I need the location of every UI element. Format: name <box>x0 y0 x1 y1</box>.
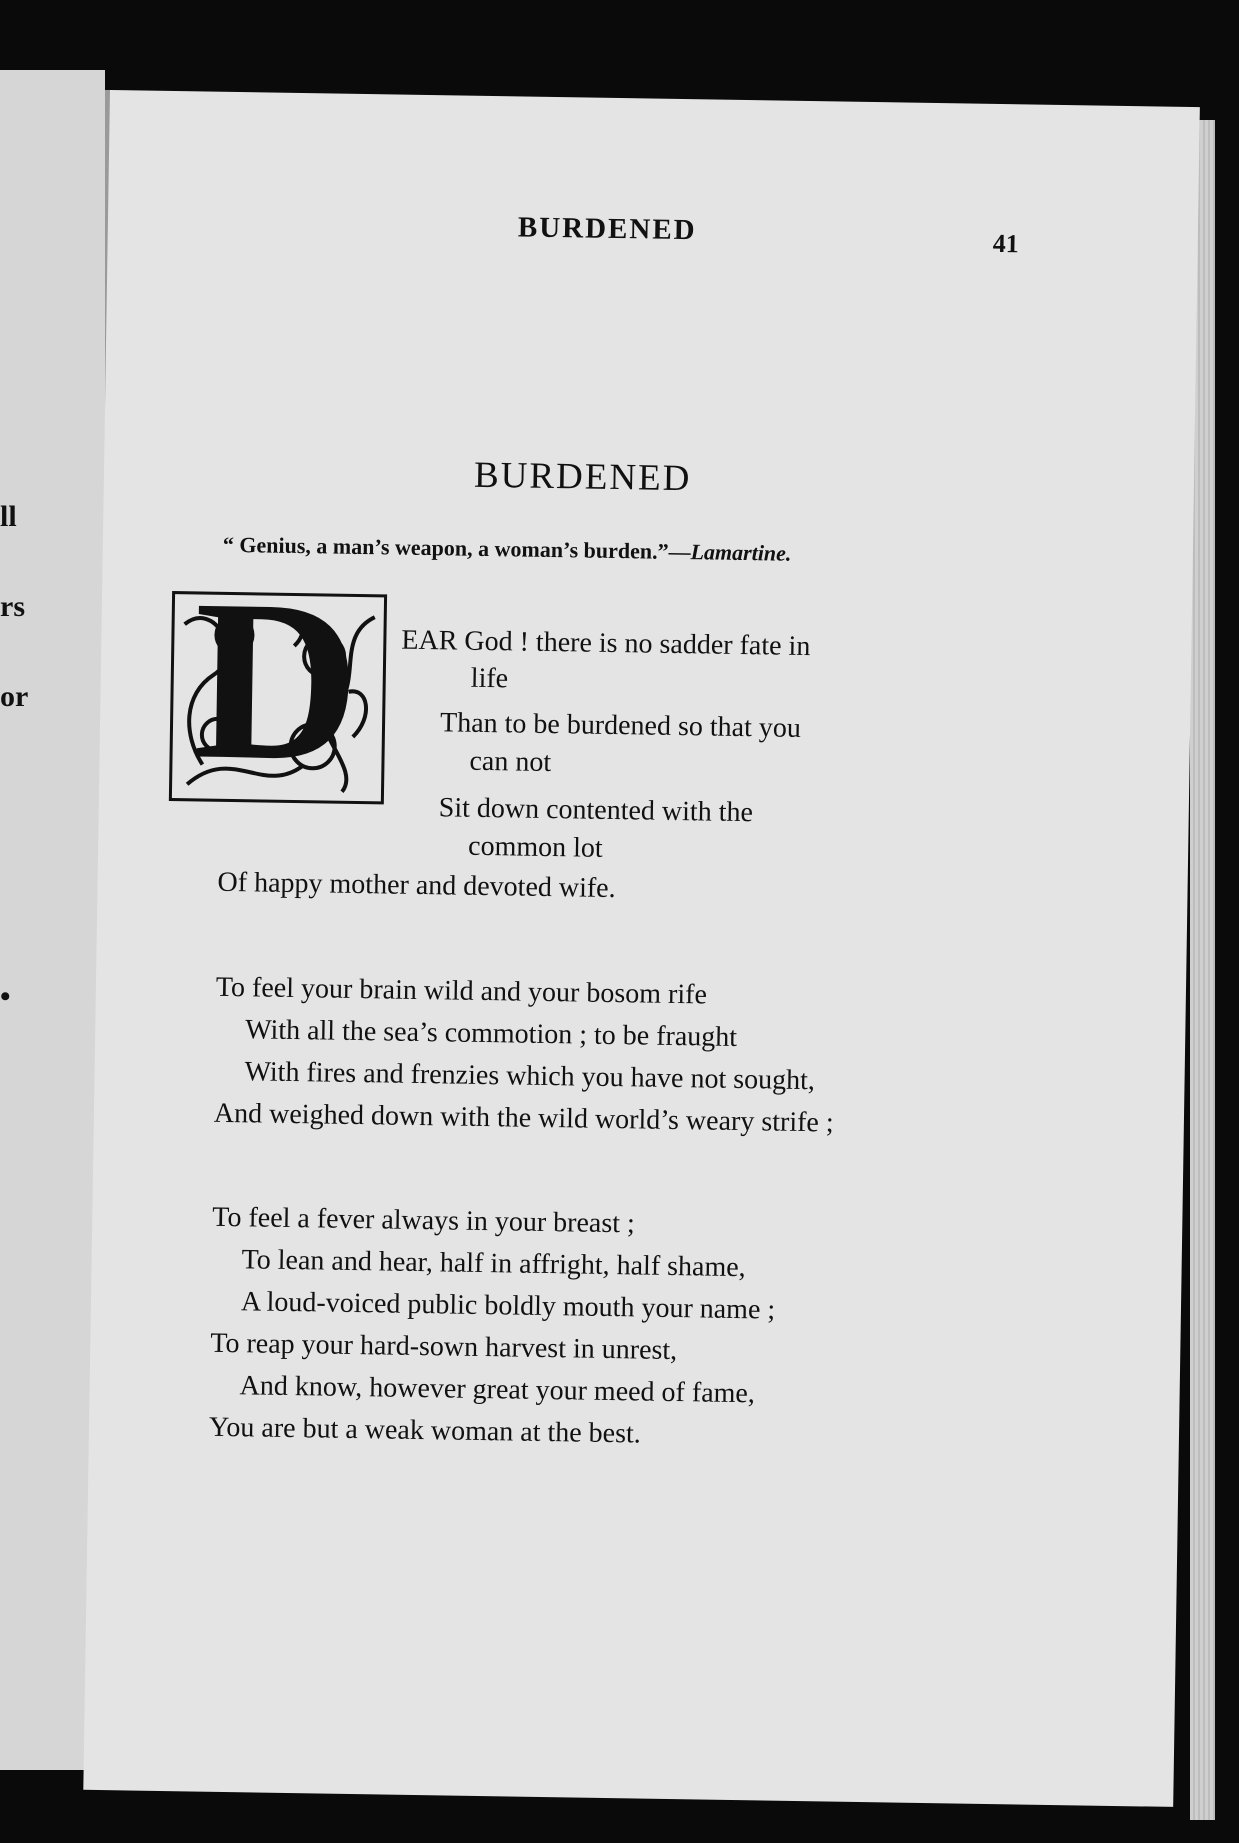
book-page <box>83 90 1200 1807</box>
poem-line: life <box>470 662 509 695</box>
poem-line: With all the sea’s commotion ; to be fraught <box>245 1014 738 1053</box>
poem-title: BURDENED <box>473 454 692 500</box>
running-head: BURDENED <box>517 211 697 247</box>
poem-line: A loud-voiced public boldly mouth your name ; <box>240 1286 776 1326</box>
poem-line: You are but a weak woman at the best. <box>208 1411 642 1450</box>
left-page-fragment: rs <box>0 590 25 623</box>
poem-line: To feel your brain wild and your bosom rife <box>215 971 708 1011</box>
poem-line: And weighed down with the wild world’s weary strife ; <box>213 1097 834 1139</box>
drop-cap-letter: D <box>191 551 362 809</box>
poem-line: can not <box>469 745 552 779</box>
left-page-fragment: ll <box>0 500 17 533</box>
poem-line: To lean and hear, half in affright, half shame, <box>241 1244 746 1284</box>
left-page-fragment: or <box>0 680 29 713</box>
poem-line: To feel a fever always in your breast ; <box>212 1201 636 1240</box>
poem-line: Than to be burdened so that you <box>439 707 802 744</box>
poem-line: common lot <box>467 830 603 864</box>
epigraph-quote: “ Genius, a man’s weapon, a woman’s burden.”— <box>222 531 691 565</box>
poem-line: With fires and frenzies which you have not sought, <box>244 1056 816 1097</box>
left-page-fragment: • <box>0 980 11 1013</box>
poem-line: And know, however great your meed of fame, <box>239 1370 756 1410</box>
poem-line: To reap your hard-sown harvest in unrest, <box>210 1327 678 1367</box>
epigraph-author: Lamartine. <box>690 539 792 566</box>
ornamental-drop-cap <box>169 551 387 809</box>
poem-line: Sit down contented with the <box>438 792 754 829</box>
poem-line: EAR God ! there is no sadder fate in <box>401 624 811 663</box>
poem-line: Of happy mother and devoted wife. <box>217 866 616 905</box>
page-number: 41 <box>992 228 1019 259</box>
